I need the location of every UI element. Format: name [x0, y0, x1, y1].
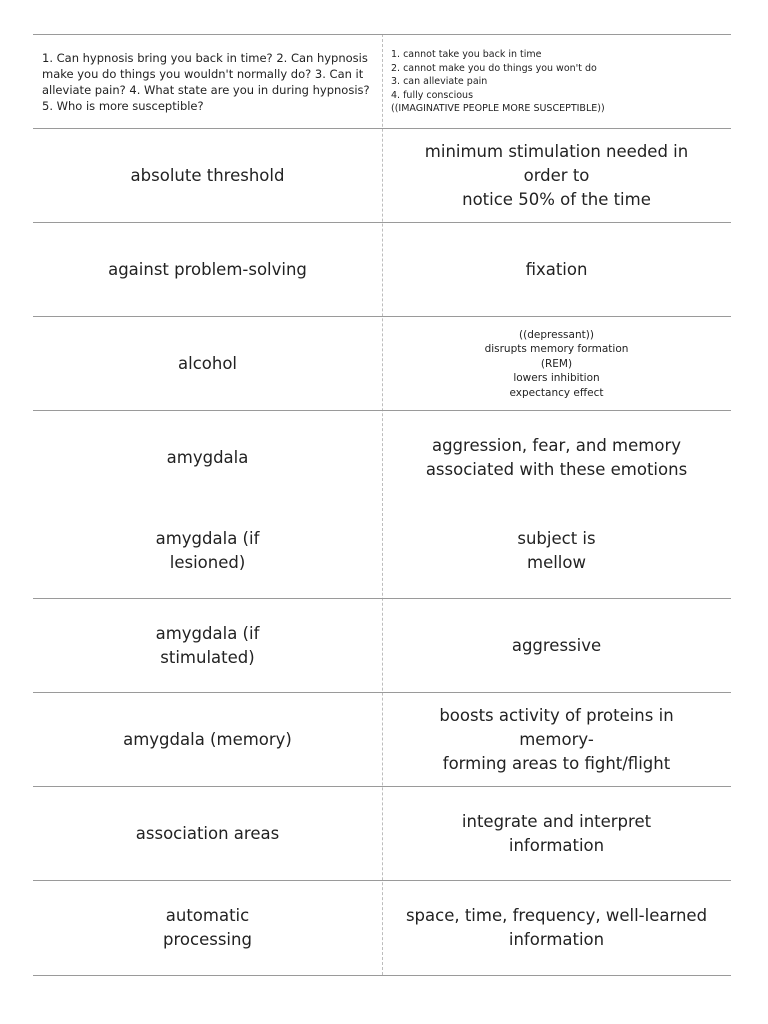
flashcard-term-cell: [33, 223, 382, 317]
flashcard-row: [33, 504, 731, 598]
flashcard-term: amygdala (if stimulated): [155, 624, 260, 667]
flashcard-definition: aggression, fear, and memory associated with these emotions: [425, 436, 688, 479]
flashcard-term-cell: [33, 599, 382, 693]
flashcard-definition: boosts activity of proteins in memory- forming areas to fight/flight: [439, 706, 674, 773]
flashcard-definition-cell: [382, 35, 731, 129]
flashcard-term: association areas: [135, 824, 280, 843]
flashcard-term-cell: [33, 881, 382, 975]
flashcard-term-cell: [33, 504, 382, 598]
flashcard-term: against problem-solving: [108, 260, 307, 279]
flashcard-row: [33, 598, 731, 693]
flashcard-definition-cell: [382, 223, 731, 317]
flashcard-term: automatic processing: [163, 906, 252, 949]
flashcard-row: [33, 128, 731, 223]
flashcard-definition: space, time, frequency, well-learned information: [405, 906, 708, 949]
flashcard-row: [33, 410, 731, 505]
flashcard-definition-cell: [382, 411, 731, 505]
flashcard-definition-cell: [382, 317, 731, 411]
flashcard-term-cell: [33, 787, 382, 881]
flashcard-definition-cell: [382, 787, 731, 881]
flashcard-definition: integrate and interpret information: [461, 812, 652, 855]
flashcard-definition-cell: [382, 599, 731, 693]
flashcard-definition: subject is mellow: [517, 529, 596, 572]
flashcard-row: [33, 316, 731, 411]
flashcard-term-cell: [33, 317, 382, 411]
flashcard-sheet: [33, 34, 731, 975]
flashcard-row: [33, 34, 731, 129]
flashcard-row: [33, 692, 731, 787]
flashcard-row: [33, 880, 731, 976]
flashcard-row: [33, 786, 731, 881]
flashcard-definition: aggressive: [511, 636, 602, 655]
flashcard-term: amygdala: [166, 448, 249, 467]
flashcard-term-cell: [33, 693, 382, 787]
flashcard-term: 1. Can hypnosis bring you back in time? 2. Can hypnosis make you do things you wouldn't normally do? 3. Can it alleviate pain? 4. What state are you in during hypnosis? 5. Who is more susceptible?: [42, 51, 370, 113]
flashcard-definition: 1. cannot take you back in time 2. cannot make you do things you won't do 3. can alleviate pain 4. fully conscious ((IMAGINATIVE PEOPLE MORE SUSCEPTIBLE)): [391, 49, 605, 115]
flashcard-definition-cell: [382, 693, 731, 787]
flashcard-definition-cell: [382, 129, 731, 223]
flashcard-term: absolute threshold: [130, 166, 285, 185]
flashcard-term-cell: [33, 411, 382, 505]
flashcard-term: amygdala (memory): [123, 730, 292, 749]
flashcard-definition: fixation: [525, 260, 588, 279]
flashcard-term: amygdala (if lesioned): [155, 529, 260, 572]
flashcard-term-cell: [33, 35, 382, 129]
flashcard-term-cell: [33, 129, 382, 223]
flashcard-term: alcohol: [178, 354, 237, 373]
flashcard-definition: minimum stimulation needed in order to notice 50% of the time: [424, 142, 689, 209]
flashcard-definition: ((depressant)) disrupts memory formation (REM) lowers inhibition expectancy effect: [484, 328, 629, 399]
flashcard-definition-cell: [382, 504, 731, 598]
flashcard-row: [33, 222, 731, 317]
flashcard-definition-cell: [382, 881, 731, 975]
